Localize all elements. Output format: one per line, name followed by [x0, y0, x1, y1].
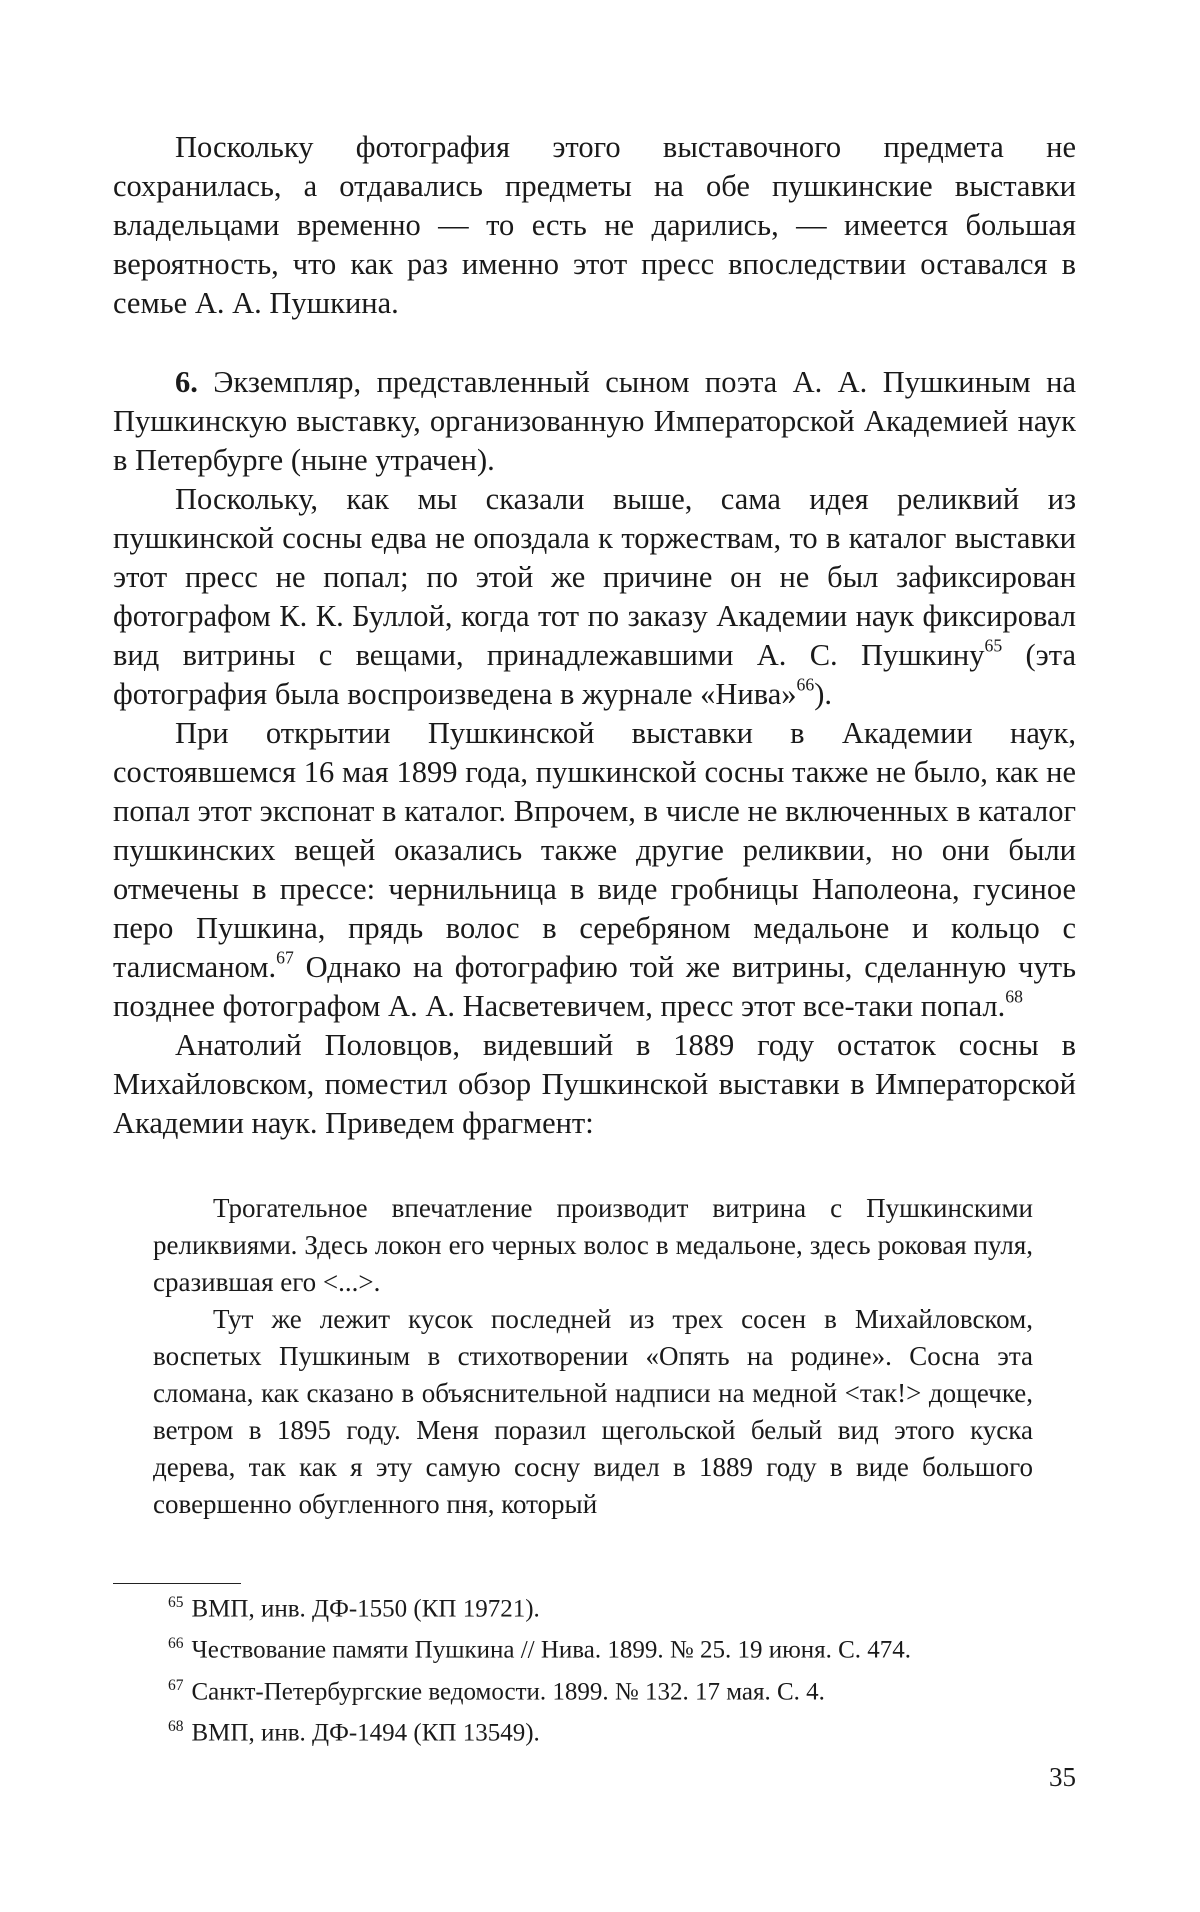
paragraph-item-6: 6. Экземпляр, представленный сыном поэта А. А. Пушкиным на Пушкинскую выставку, организованную Императорской Академией наук в Петербурге (ныне утрачен).: [113, 365, 1076, 477]
item-number: 6.: [175, 365, 198, 399]
footnote-66: $^{66}$ Чествование памяти Пушкина // Нива. 1899. № 25. 19 июня. С. 474.: [168, 1635, 912, 1664]
paragraph-1: Поскольку фотография этого выставочного предмета не сохранилась, а отдавались предметы на обе пушкинские выставки владельцами временно — то есть не дарились, — имеется большая вероятность, что как раз именно этот пресс впоследствии оставался в семье А. А. Пушкина.: [113, 130, 1076, 320]
paragraph-5: Анатолий Половцов, видевший в 1889 году остаток сосны в Михайловском, поместил обзор Пушкинской выставки в Императорской Академии наук. Приведем фрагмент:: [113, 1028, 1076, 1140]
footnote-ref-65[interactable]: 65: [984, 635, 1003, 656]
footnote-65: $^{65}$ ВМП, инв. ДФ-1550 (КП 19721).: [168, 1594, 540, 1623]
footnote-67: $^{67}$ Санкт-Петербургские ведомости. 1899. № 132. 17 мая. С. 4.: [168, 1676, 825, 1705]
footnote-68: $^{68}$ ВМП, инв. ДФ-1494 (КП 13549).: [168, 1717, 540, 1747]
page-number: 35: [1049, 1762, 1076, 1792]
footnote-ref-66[interactable]: 66: [796, 674, 815, 695]
footnotes: [168, 1585, 1088, 1750]
quote-paragraph-2: Тут же лежит кусок последней из трех сосен в Михайловском, воспетых Пушкиным в стихотворении «Опять на родине». Сосна эта сломана, как сказано в объяснительной надписи на медной <так!> дощечке, ветром в 1895 году. Меня поразил щегольской белый вид этого куска дерева, так как я эту самую сосну видел в 1889 году в виде большого совершенно обугленного пня, который: [153, 1304, 1033, 1519]
main-text: [113, 128, 1076, 1143]
paragraph-3: Поскольку, как мы сказали выше, сама идея реликвий из пушкинской сосны едва не опоздала к торжествам, то в каталог выставки этот пресс не попал; по этой же причине он не был зафиксирован фотографом К. К. Буллой, когда тот по заказу Академии наук фиксировал вид витрины с вещами, принадлежавшими А. С. Пушкину$^{65}$ (эта фотография была воспроизведена в журнале «Нива»$^{66}$).: [113, 482, 1076, 711]
block-quote: [153, 1190, 1033, 1523]
footnote-divider: [113, 1583, 241, 1584]
footnote-ref-67[interactable]: 67: [276, 947, 294, 968]
footnote-ref-68[interactable]: 68: [1005, 986, 1023, 1007]
paragraph-4: При открытии Пушкинской выставки в Академии наук, состоявшемся 16 мая 1899 года, пушкинской сосны также не было, как не попал этот экспонат в каталог. Впрочем, в числе не включенных в каталог пушкинских вещей оказались также другие реликвии, но они были отмечены в прессе: чернильница в виде гробницы Наполеона, гусиное перо Пушкина, прядь волос в серебряном медальоне и кольцо с талисманом.$^{67}$ Однако на фотографию той же витрины, сделанную чуть позднее фотографом А. А. Насветевичем, пресс этот все-таки попал.$^{68}$: [113, 716, 1076, 1023]
quote-paragraph-1: Трогательное впечатление производит витрина с Пушкинскими реликвиями. Здесь локон его черных волос в медальоне, здесь роковая пуля, сразившая его <...>.: [153, 1193, 1033, 1297]
